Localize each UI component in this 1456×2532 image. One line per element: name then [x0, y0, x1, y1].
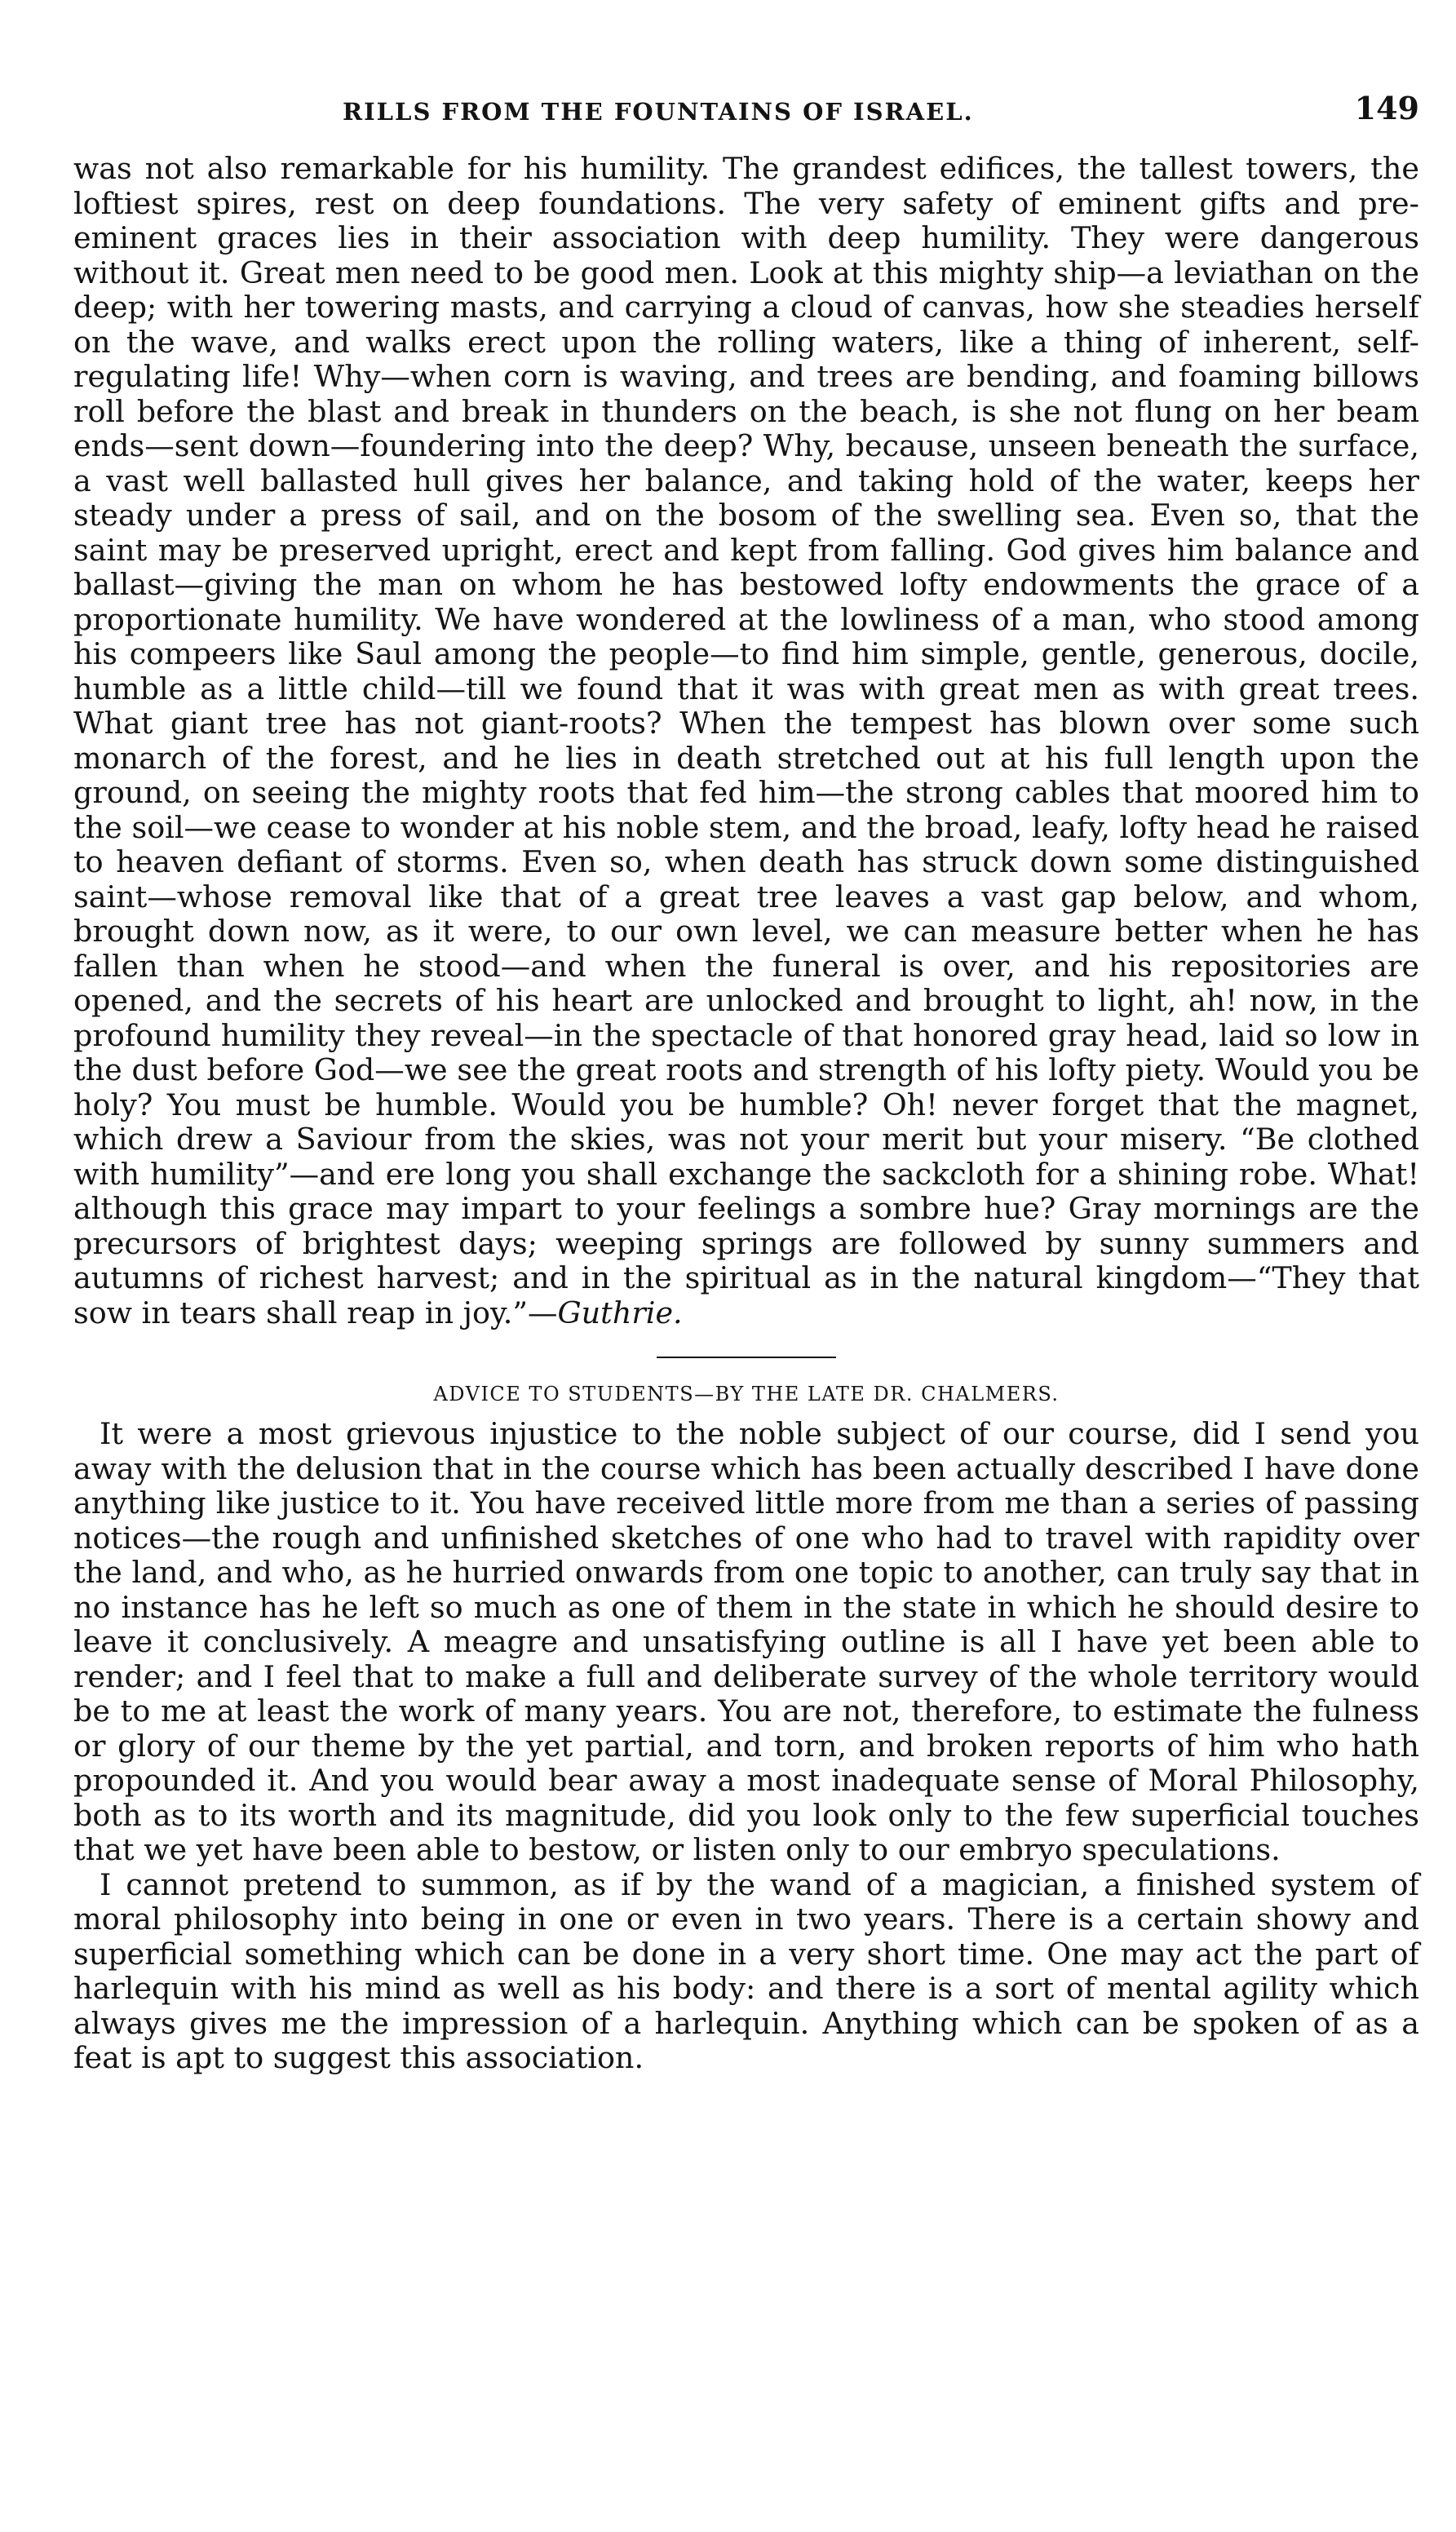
article-humility-attribution: Guthrie.: [557, 1295, 683, 1330]
page-number: 149: [1354, 90, 1419, 126]
article-advice-title: ADVICE TO STUDENTS—BY THE LATE DR. CHALMERS.: [433, 1383, 1060, 1405]
article-humility-body: [73, 152, 1419, 1330]
article-humility-text: was not also remarkable for his humility. The grandest edifices, the tallest towers, the loftiest spires, rest on deep foundations. The very safety of eminent gifts and pre-eminent graces lies in their association with deep humility. They were dangerous without it. Great men need to be good men. Look at this mighty ship—a leviathan on the deep; with her towering masts, and carrying a cloud of canvas, how she steadies herself on the wave, and walks erect upon the rolling waters, like a thing of inherent, self-regulating life! Why—when corn is waving, and trees are bending, and foaming billows roll before the blast and break in thunders on the beach, is she not flung on her beam ends—sent down—foundering into the deep? Why, because, unseen beneath the surface, a vast well ballasted hull gives her balance, and taking hold of the water, keeps her steady under a press of sail, and on the bosom of the swelling sea. Even so, that the saint may be preserved upright, erect and kept from falling. God gives him balance and ballast—giving the man on whom he has bestowed lofty endowments the grace of a proportionate humility. We have wondered at the lowliness of a man, who stood among his compeers like Saul among the people—to find him simple, gentle, generous, docile, humble as a little child—till we found that it was with great men as with great trees. What giant tree has not giant-roots? When the tempest has blown over some such monarch of the forest, and he lies in death stretched out at his full length upon the ground, on seeing the mighty roots that fed him—the strong cables that moored him to the soil—we cease to wonder at his noble stem, and the broad, leafy, lofty head he raised to heaven defiant of storms. Even so, when death has struck down some distinguished saint—whose removal like that of a great tree leaves a vast gap below, and whom, brought down now, as it were, to our own level, we can measure better when he has fallen than when he stood—and when the funeral is over, and his repositories are opened, and the secrets of his heart are unlocked and brought to light, ah! now, in the profound humility they reveal—in the spectacle of that honored gray head, laid so low in the dust before God—we see the great roots and strength of his lofty piety. Would you be holy? You must be humble. Would you be humble? Oh! never forget that the magnet, which drew a Saviour from the skies, was not your merit but your misery. “Be clothed with humility”—and ere long you shall exchange the sackcloth for a shining robe. What! although this grace may impart to your feelings a sombre hue? Gray mornings are the precursors of brightest days; weeping springs are followed by sunny summers and autumns of richest harvest; and in the spiritual as in the natural kingdom—“They that sow in tears shall reap in joy.”—: [73, 151, 1419, 1330]
article-advice-paragraph-2: I cannot pretend to summon, as if by the wand of a magician, a finished system of moral philosophy into being in one or even in two years. There is a certain showy and superficial something which can be done in a very short time. One may act the part of harlequin with his mind as well as his body: and there is a sort of mental agility which always gives me the impression of a harlequin. Anything which can be spoken of as a feat is apt to suggest this association.: [73, 1866, 1419, 2075]
book-page: [73, 82, 1419, 2496]
running-title: RILLS FROM THE FOUNTAINS OF ISRAEL.: [343, 98, 974, 126]
section-divider: [657, 1357, 836, 1358]
article-humility: [73, 152, 1419, 1330]
running-header: [73, 82, 1419, 135]
article-advice-paragraph-1: It were a most grievous injustice to the noble subject of our course, did I send you away with the delusion that in the course which has been actually described I have done anything like justice to it. You have received little more from me than a series of passing notices—the rough and unfinished sketches of one who had to travel with rapidity over the land, and who, as he hurried onwards from one topic to another, can truly say that in no instance has he left so much as one of them in the state in which he should desire to leave it conclusively. A meagre and unsatisfying outline is all I have yet been able to render; and I feel that to make a full and deliberate survey of the whole territory would be to me at least the work of many years. You are not, therefore, to estimate the fulness or glory of our theme by the yet partial, and torn, and broken reports of him who hath propounded it. And you would bear away a most inadequate sense of Moral Philosophy, both as to its worth and its magnitude, did you look only to the few superficial touches that we yet have been able to bestow, or listen only to our embryo speculations.: [73, 1416, 1419, 1867]
article-advice-to-students: [73, 1383, 1419, 2076]
